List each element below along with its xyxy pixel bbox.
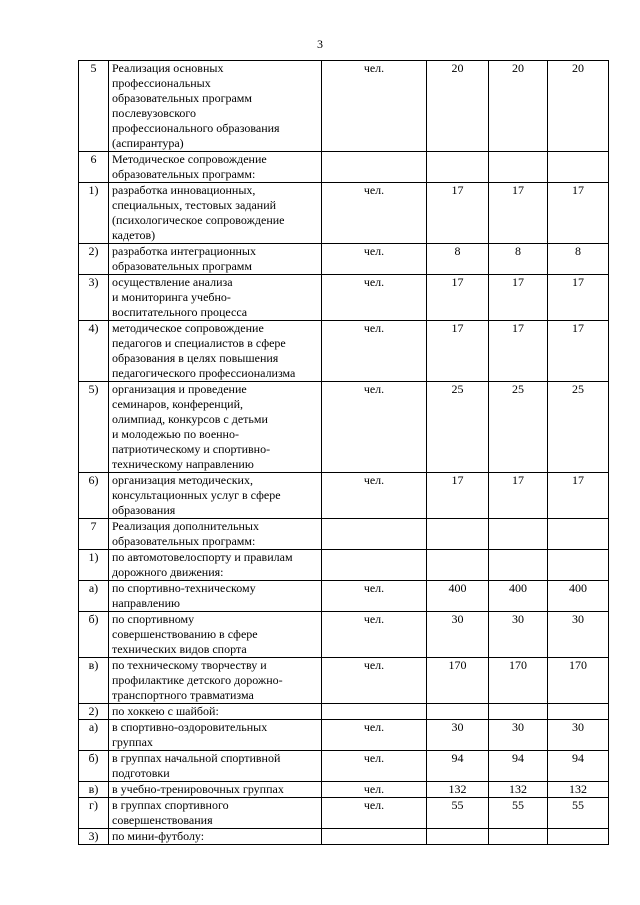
- row-value-2: 20: [489, 61, 548, 152]
- row-value-2: 17: [489, 321, 548, 382]
- row-description: в группах начальной спортивной подготовки: [109, 751, 322, 782]
- table-row: [79, 782, 609, 798]
- row-value-1: 25: [427, 382, 489, 473]
- page-number: 3: [317, 37, 323, 51]
- row-number: б): [79, 612, 109, 658]
- row-unit: чел.: [322, 61, 427, 152]
- row-description: Методическое сопровождение образовательных программ:: [109, 152, 322, 183]
- table-row: [79, 473, 609, 519]
- row-value-1: 30: [427, 612, 489, 658]
- row-number: а): [79, 581, 109, 612]
- row-value-2: [489, 550, 548, 581]
- row-unit: [322, 519, 427, 550]
- table-row: [79, 829, 609, 845]
- table-row: [79, 321, 609, 382]
- row-value-2: 25: [489, 382, 548, 473]
- data-table: [78, 60, 609, 845]
- row-unit: чел.: [322, 382, 427, 473]
- row-value-2: 55: [489, 798, 548, 829]
- row-number: б): [79, 751, 109, 782]
- row-value-3: 55: [548, 798, 609, 829]
- row-value-1: 30: [427, 720, 489, 751]
- row-number: 3): [79, 829, 109, 845]
- table-row: [79, 183, 609, 244]
- row-number: в): [79, 782, 109, 798]
- row-value-3: [548, 704, 609, 720]
- row-unit: чел.: [322, 798, 427, 829]
- row-value-2: 30: [489, 720, 548, 751]
- row-value-3: 170: [548, 658, 609, 704]
- row-value-2: 132: [489, 782, 548, 798]
- row-value-1: 17: [427, 183, 489, 244]
- row-description: по мини-футболу:: [109, 829, 322, 845]
- row-description: в группах спортивного совершенствования: [109, 798, 322, 829]
- row-description: организация и проведение семинаров, конференций, олимпиад, конкурсов с детьми и молодежью по военно- патриотическому и спортивно- техническому направлению: [109, 382, 322, 473]
- row-number: 1): [79, 183, 109, 244]
- row-value-3: 20: [548, 61, 609, 152]
- row-description: по спортивному совершенствованию в сфере технических видов спорта: [109, 612, 322, 658]
- row-value-2: 17: [489, 183, 548, 244]
- row-value-2: [489, 704, 548, 720]
- row-value-1: [427, 519, 489, 550]
- row-value-3: 94: [548, 751, 609, 782]
- table-row: [79, 658, 609, 704]
- row-number: 5): [79, 382, 109, 473]
- row-value-3: 30: [548, 720, 609, 751]
- row-value-3: 25: [548, 382, 609, 473]
- row-value-1: [427, 550, 489, 581]
- row-value-1: 17: [427, 275, 489, 321]
- row-number: 5: [79, 61, 109, 152]
- row-unit: чел.: [322, 275, 427, 321]
- row-value-3: [548, 829, 609, 845]
- row-value-3: [548, 550, 609, 581]
- row-unit: чел.: [322, 720, 427, 751]
- table-row: [79, 382, 609, 473]
- row-value-1: 20: [427, 61, 489, 152]
- row-value-1: [427, 152, 489, 183]
- row-number: 6: [79, 152, 109, 183]
- row-value-3: 132: [548, 782, 609, 798]
- row-description: по хоккею с шайбой:: [109, 704, 322, 720]
- row-value-2: 30: [489, 612, 548, 658]
- table-row: [79, 612, 609, 658]
- row-unit: чел.: [322, 658, 427, 704]
- row-value-3: 17: [548, 183, 609, 244]
- table-row: [79, 152, 609, 183]
- table-row: [79, 244, 609, 275]
- row-value-1: 8: [427, 244, 489, 275]
- row-unit: чел.: [322, 612, 427, 658]
- row-unit: [322, 829, 427, 845]
- row-description: по спортивно-техническому направлению: [109, 581, 322, 612]
- table-row: [79, 581, 609, 612]
- row-description: по техническому творчеству и профилактике детского дорожно- транспортного травматизма: [109, 658, 322, 704]
- row-value-1: 400: [427, 581, 489, 612]
- row-description: в учебно-тренировочных группах: [109, 782, 322, 798]
- table-row: [79, 550, 609, 581]
- row-value-3: 8: [548, 244, 609, 275]
- row-number: 1): [79, 550, 109, 581]
- row-value-2: 94: [489, 751, 548, 782]
- row-value-2: 8: [489, 244, 548, 275]
- row-unit: [322, 550, 427, 581]
- row-value-2: 170: [489, 658, 548, 704]
- row-description: осуществление анализа и мониторинга учебно- воспитательного процесса: [109, 275, 322, 321]
- row-unit: чел.: [322, 473, 427, 519]
- row-description: методическое сопровождение педагогов и специалистов в сфере образования в целях повышения педагогического профессионализма: [109, 321, 322, 382]
- row-value-1: 170: [427, 658, 489, 704]
- row-number: 4): [79, 321, 109, 382]
- row-value-1: 17: [427, 321, 489, 382]
- row-value-3: [548, 519, 609, 550]
- table-row: [79, 798, 609, 829]
- row-value-1: 55: [427, 798, 489, 829]
- row-number: в): [79, 658, 109, 704]
- row-number: а): [79, 720, 109, 751]
- row-number: г): [79, 798, 109, 829]
- row-value-3: 17: [548, 275, 609, 321]
- table-row: [79, 275, 609, 321]
- row-value-2: [489, 829, 548, 845]
- row-unit: [322, 704, 427, 720]
- row-number: 2): [79, 244, 109, 275]
- row-value-3: 17: [548, 321, 609, 382]
- row-unit: [322, 152, 427, 183]
- row-unit: чел.: [322, 782, 427, 798]
- row-value-3: 400: [548, 581, 609, 612]
- row-unit: чел.: [322, 751, 427, 782]
- row-unit: чел.: [322, 581, 427, 612]
- row-value-2: 400: [489, 581, 548, 612]
- row-description: в спортивно-оздоровительных группах: [109, 720, 322, 751]
- row-description: организация методических, консультационных услуг в сфере образования: [109, 473, 322, 519]
- row-value-3: 30: [548, 612, 609, 658]
- row-value-2: [489, 519, 548, 550]
- table-row: [79, 751, 609, 782]
- row-description: Реализация основных профессиональных образовательных программ послевузовского профессионального образования (аспирантура): [109, 61, 322, 152]
- row-description: Реализация дополнительных образовательных программ:: [109, 519, 322, 550]
- row-description: разработка инновационных, специальных, тестовых заданий (психологическое сопровождение кадетов): [109, 183, 322, 244]
- row-unit: чел.: [322, 321, 427, 382]
- row-value-3: [548, 152, 609, 183]
- row-value-1: 94: [427, 751, 489, 782]
- row-unit: чел.: [322, 183, 427, 244]
- row-value-1: 132: [427, 782, 489, 798]
- row-value-2: 17: [489, 473, 548, 519]
- table-row: [79, 61, 609, 152]
- table-row: [79, 704, 609, 720]
- row-value-3: 17: [548, 473, 609, 519]
- row-unit: чел.: [322, 244, 427, 275]
- row-value-1: [427, 704, 489, 720]
- row-number: 2): [79, 704, 109, 720]
- row-number: 7: [79, 519, 109, 550]
- row-description: по автомотовелоспорту и правилам дорожного движения:: [109, 550, 322, 581]
- row-value-2: 17: [489, 275, 548, 321]
- row-description: разработка интеграционных образовательных программ: [109, 244, 322, 275]
- row-number: 3): [79, 275, 109, 321]
- row-value-1: [427, 829, 489, 845]
- table-row: [79, 519, 609, 550]
- table-row: [79, 720, 609, 751]
- row-value-1: 17: [427, 473, 489, 519]
- row-number: 6): [79, 473, 109, 519]
- row-value-2: [489, 152, 548, 183]
